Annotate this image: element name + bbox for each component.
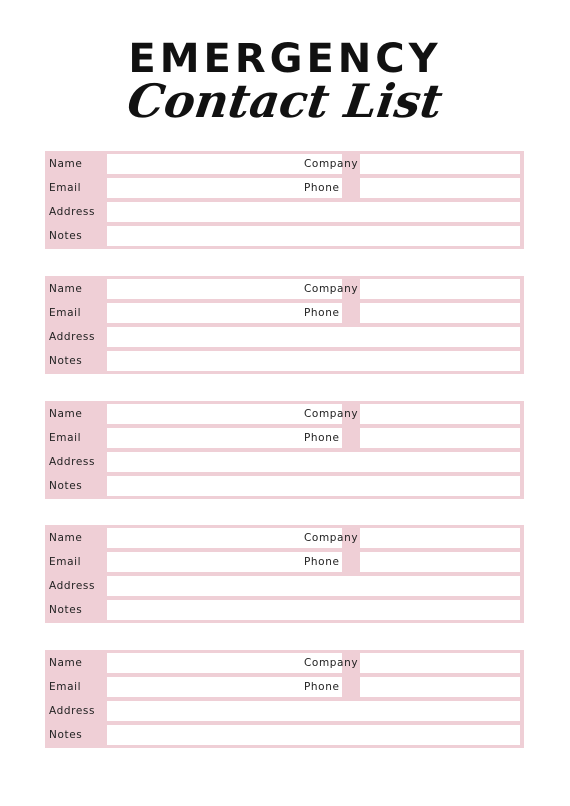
contact-card — [45, 650, 524, 748]
phone-label: Phone — [304, 556, 340, 568]
row-email-phone — [45, 428, 524, 448]
row-address — [45, 202, 524, 222]
company-label: Company — [304, 408, 359, 420]
row-notes — [45, 226, 524, 246]
row-email-phone — [45, 303, 524, 323]
notes-label: Notes — [49, 355, 83, 367]
notes-label: Notes — [49, 230, 83, 242]
row-address — [45, 701, 524, 721]
contact-card — [45, 151, 524, 249]
company-label: Company — [304, 158, 359, 170]
name-label: Name — [49, 408, 83, 420]
row-notes — [45, 725, 524, 745]
row-address — [45, 576, 524, 596]
title-contact-list: Contact List — [124, 74, 446, 128]
row-name-company — [45, 528, 524, 548]
address-field[interactable] — [107, 327, 520, 347]
address-label: Address — [49, 705, 96, 717]
company-field[interactable] — [360, 404, 520, 424]
address-label: Address — [49, 206, 96, 218]
notes-field[interactable] — [107, 476, 520, 496]
notes-label: Notes — [49, 604, 83, 616]
notes-label: Notes — [49, 480, 83, 492]
phone-label: Phone — [304, 307, 340, 319]
row-notes — [45, 351, 524, 371]
notes-field[interactable] — [107, 351, 520, 371]
contact-card — [45, 401, 524, 499]
phone-field[interactable] — [360, 552, 520, 572]
row-name-company — [45, 154, 524, 174]
contact-card — [45, 276, 524, 374]
address-label: Address — [49, 456, 96, 468]
company-label: Company — [304, 283, 359, 295]
row-name-company — [45, 404, 524, 424]
row-email-phone — [45, 178, 524, 198]
company-label: Company — [304, 532, 359, 544]
address-field[interactable] — [107, 576, 520, 596]
phone-label: Phone — [304, 681, 340, 693]
notes-label: Notes — [49, 729, 83, 741]
row-address — [45, 327, 524, 347]
phone-field[interactable] — [360, 178, 520, 198]
email-label: Email — [49, 556, 82, 568]
notes-field[interactable] — [107, 600, 520, 620]
company-field[interactable] — [360, 653, 520, 673]
row-email-phone — [45, 677, 524, 697]
notes-field[interactable] — [107, 725, 520, 745]
name-label: Name — [49, 657, 83, 669]
address-field[interactable] — [107, 452, 520, 472]
row-address — [45, 452, 524, 472]
row-name-company — [45, 653, 524, 673]
email-label: Email — [49, 182, 82, 194]
phone-field[interactable] — [360, 303, 520, 323]
company-label: Company — [304, 657, 359, 669]
name-label: Name — [49, 158, 83, 170]
contact-card — [45, 525, 524, 623]
phone-label: Phone — [304, 432, 340, 444]
notes-field[interactable] — [107, 226, 520, 246]
row-email-phone — [45, 552, 524, 572]
company-field[interactable] — [360, 528, 520, 548]
address-label: Address — [49, 331, 96, 343]
name-label: Name — [49, 532, 83, 544]
email-label: Email — [49, 307, 82, 319]
email-label: Email — [49, 432, 82, 444]
email-label: Email — [49, 681, 82, 693]
row-notes — [45, 600, 524, 620]
row-notes — [45, 476, 524, 496]
phone-label: Phone — [304, 182, 340, 194]
phone-field[interactable] — [360, 428, 520, 448]
address-label: Address — [49, 580, 96, 592]
name-label: Name — [49, 283, 83, 295]
phone-field[interactable] — [360, 677, 520, 697]
address-field[interactable] — [107, 202, 520, 222]
title-emergency: EMERGENCY — [128, 36, 442, 82]
company-field[interactable] — [360, 154, 520, 174]
row-name-company — [45, 279, 524, 299]
address-field[interactable] — [107, 701, 520, 721]
company-field[interactable] — [360, 279, 520, 299]
